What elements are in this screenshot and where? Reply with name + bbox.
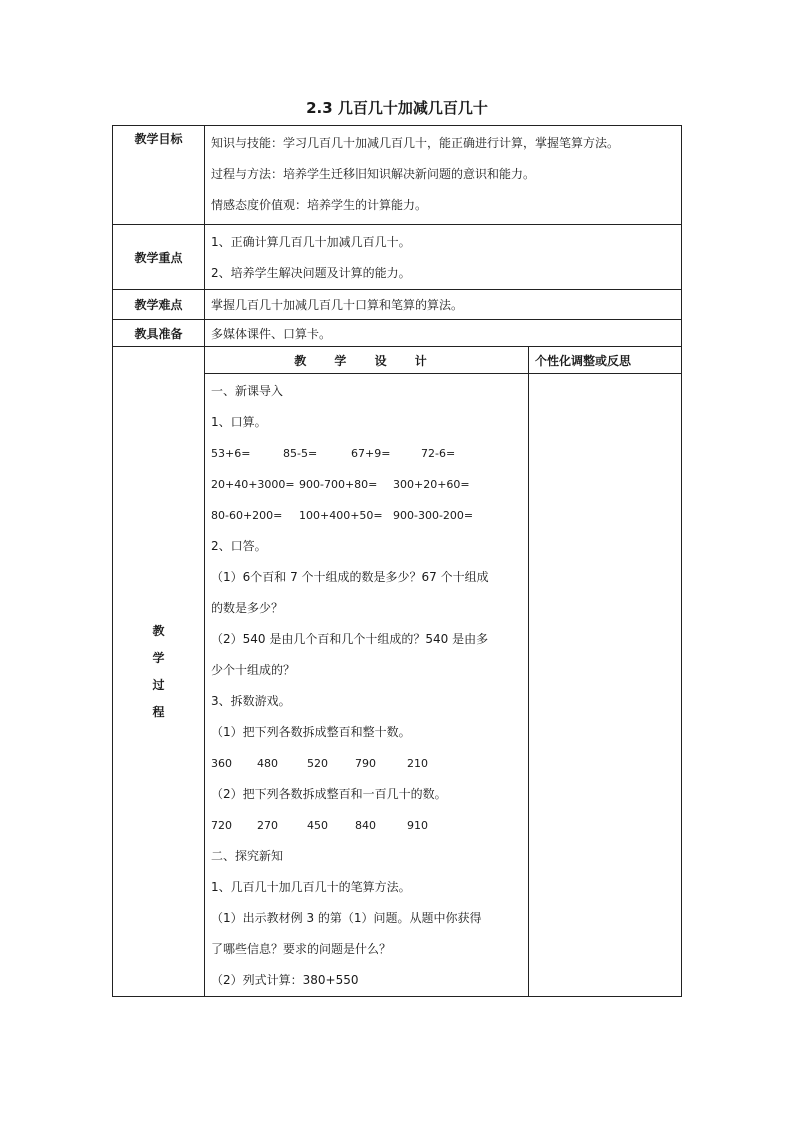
key-points-row [113,225,682,290]
difficulty-label: 教学难点 [113,290,205,320]
key-point-line: 2、培养学生解决问题及计算的能力。 [211,266,411,280]
design-line: 少个十组成的？ [211,663,296,677]
design-line: （2）列式计算：380+550 [211,973,359,987]
oral-calc-row [211,500,522,531]
number-item: 480 [257,757,278,770]
number-item: 790 [355,757,376,770]
number-item: 210 [407,757,428,770]
design-line: 的数是多少？ [211,601,284,615]
goals-label: 教学目标 [113,126,205,225]
design-line: 1、口算。 [211,415,267,429]
key-points-label: 教学重点 [113,225,205,290]
materials-row [113,320,682,347]
design-line: （1）出示教材例 3 的第（1）问题。从题中你获得 [211,911,482,925]
oral-calc-item: 20+40+3000= [211,478,295,491]
design-header: 教 学 设 计 [205,347,529,374]
design-line: 一、新课导入 [211,384,284,398]
oral-calc-item: 900-300-200= [393,509,474,522]
design-line: （2）540 是由几个百和几个十组成的？540 是由多 [211,632,489,646]
number-item: 360 [211,757,232,770]
reflection-header: 个性化调整或反思 [529,347,682,374]
goals-row [113,126,682,225]
materials-label: 教具准备 [113,320,205,347]
difficulty-row [113,290,682,320]
number-item: 520 [307,757,328,770]
design-content [205,374,529,997]
oral-calc-item: 67+9= [351,447,391,460]
number-item: 270 [257,819,278,832]
materials-text: 多媒体课件、口算卡。 [211,326,332,341]
materials-content [205,320,682,347]
process-header-row [113,347,682,374]
number-item: 450 [307,819,328,832]
key-points-content [205,225,682,290]
design-line: 二、探究新知 [211,849,284,863]
number-row [211,748,522,779]
design-line: 2、口答。 [211,539,267,553]
process-label-char: 程 [152,704,165,719]
goal-line: 情感态度价值观：培养学生的计算能力。 [211,198,428,212]
reflection-content [529,374,682,997]
design-line: 1、几百几十加几百几十的笔算方法。 [211,880,411,894]
design-line: （1）把下列各数拆成整百和整十数。 [211,725,411,739]
design-line: （2）把下列各数拆成整百和一百几十的数。 [211,787,447,801]
number-item: 840 [355,819,376,832]
oral-calc-item: 80-60+200= [211,509,283,522]
number-item: 720 [211,819,232,832]
design-line: 3、拆数游戏。 [211,694,291,708]
number-row [211,810,522,841]
design-line: （1）6个百和 7 个十组成的数是多少？67 个十组成 [211,570,489,584]
oral-calc-row [211,438,522,469]
oral-calc-item: 53+6= [211,447,251,460]
oral-calc-item: 900-700+80= [299,478,378,491]
oral-calc-item: 300+20+60= [393,478,470,491]
oral-calc-item: 72-6= [421,447,456,460]
process-label-char: 教 [152,623,165,638]
goal-line: 过程与方法：培养学生迁移旧知识解决新问题的意识和能力。 [211,167,536,181]
process-label [113,347,205,997]
process-label-char: 过 [152,677,165,692]
goal-line: 知识与技能：学习几百几十加减几百几十，能正确进行计算，掌握笔算方法。 [211,136,620,150]
page-title: 2.3 几百几十加减几百几十 [306,99,488,117]
oral-calc-item: 100+400+50= [299,509,383,522]
design-line: 了哪些信息？要求的问题是什么？ [211,942,392,956]
oral-calc-item: 85-5= [283,447,318,460]
process-label-char: 学 [152,650,165,665]
goals-content [205,126,682,225]
number-item: 910 [407,819,428,832]
oral-calc-row [211,469,522,500]
difficulty-text: 掌握几百几十加减几百几十口算和笔算的算法。 [211,298,464,312]
lesson-plan-table [112,125,682,997]
key-point-line: 1、正确计算几百几十加减几百几十。 [211,235,411,249]
difficulty-content [205,290,682,320]
